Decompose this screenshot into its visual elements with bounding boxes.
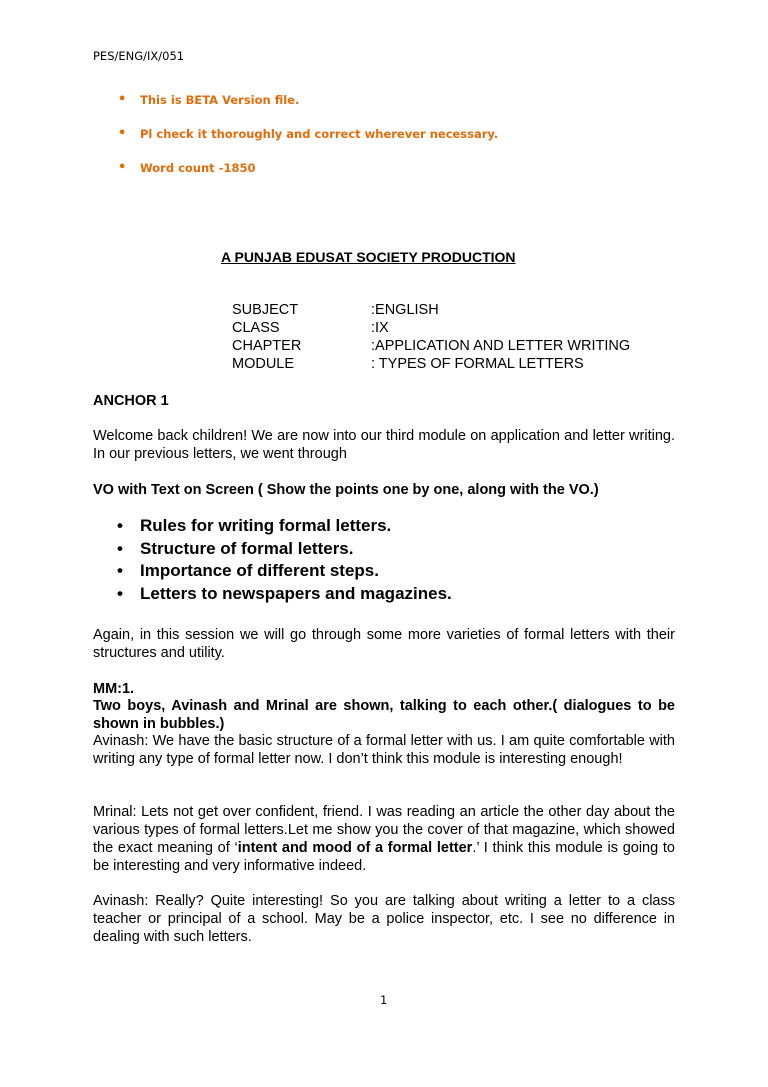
screen-point: • Rules for writing formal letters. <box>117 516 392 535</box>
bullet-icon: • <box>118 92 127 107</box>
bullet-icon: • <box>117 538 123 558</box>
bullet-icon: • <box>118 160 127 175</box>
bullet-icon: • <box>117 561 123 580</box>
dialogue-avinash-1: Avinash: We have the basic structure of a formal letter with us. I am quite comfortable with writing any type of formal letter now. I don’t think this module is interesting enough! <box>93 733 675 767</box>
meta-key: CLASS <box>232 320 280 336</box>
meta-value: :IX <box>371 320 389 336</box>
review-note: • Word count -1850 <box>118 160 256 175</box>
vo-heading: VO with Text on Screen ( Show the points one by one, along with the VO.) <box>93 482 599 498</box>
meta-value: :APPLICATION AND LETTER WRITING <box>371 338 631 354</box>
dialogue-avinash-2: Avinash: Really? Quite interesting! So you are talking about writing a letter to a class teacher or principal of a school. May be a police inspector, etc. I see no difference in dealing with such letters. <box>93 893 675 945</box>
review-note: • This is BETA Version file. <box>118 92 300 107</box>
again-paragraph: Again, in this session we will go through some more varieties of formal letters with their structures and utility. <box>93 627 675 661</box>
anchor-paragraph: Welcome back children! We are now into our third module on application and letter writing. In our previous letters, we went through <box>93 428 675 462</box>
anchor-heading: ANCHOR 1 <box>93 393 169 409</box>
emphasis-text: intent and mood of a formal letter <box>237 840 473 856</box>
screen-points <box>117 516 452 606</box>
meta-key: SUBJECT <box>232 302 299 318</box>
meta-key: CHAPTER <box>232 338 302 354</box>
meta-value: : TYPES OF FORMAL LETTERS <box>371 356 584 372</box>
bullet-icon: • <box>117 516 123 535</box>
bullet-icon: • <box>117 583 123 603</box>
mm-direction: Two boys, Avinash and Mrinal are shown, talking to each other.( dialogues to be shown in bubbles.) <box>93 698 675 732</box>
mm-heading: MM:1. <box>93 681 135 697</box>
production-title: A PUNJAB EDUSAT SOCIETY PRODUCTION <box>221 249 516 265</box>
screen-point: • Structure of formal letters. <box>117 538 354 558</box>
document-code: PES/ENG/IX/051 <box>93 49 185 63</box>
review-note: • Pl check it thoroughly and correct wherever necessary. <box>118 126 499 141</box>
dialogue-mrinal-1: Mrinal: Lets not get over confident, friend. I was reading an article the other day about the various types of formal letters.Let me show you the cover of that magazine, which showed the exact meaning of ‘intent and mood of a formal letter.’ I think this module is going to be interesting and very informative indeed. <box>93 804 675 874</box>
bullet-icon: • <box>118 126 127 141</box>
meta-value: :ENGLISH <box>371 302 439 318</box>
screen-point: • Importance of different steps. <box>117 561 379 580</box>
review-notes <box>118 93 498 195</box>
screen-point: • Letters to newspapers and magazines. <box>117 583 452 603</box>
page-number: 1 <box>380 993 388 1007</box>
meta-key: MODULE <box>232 356 295 372</box>
